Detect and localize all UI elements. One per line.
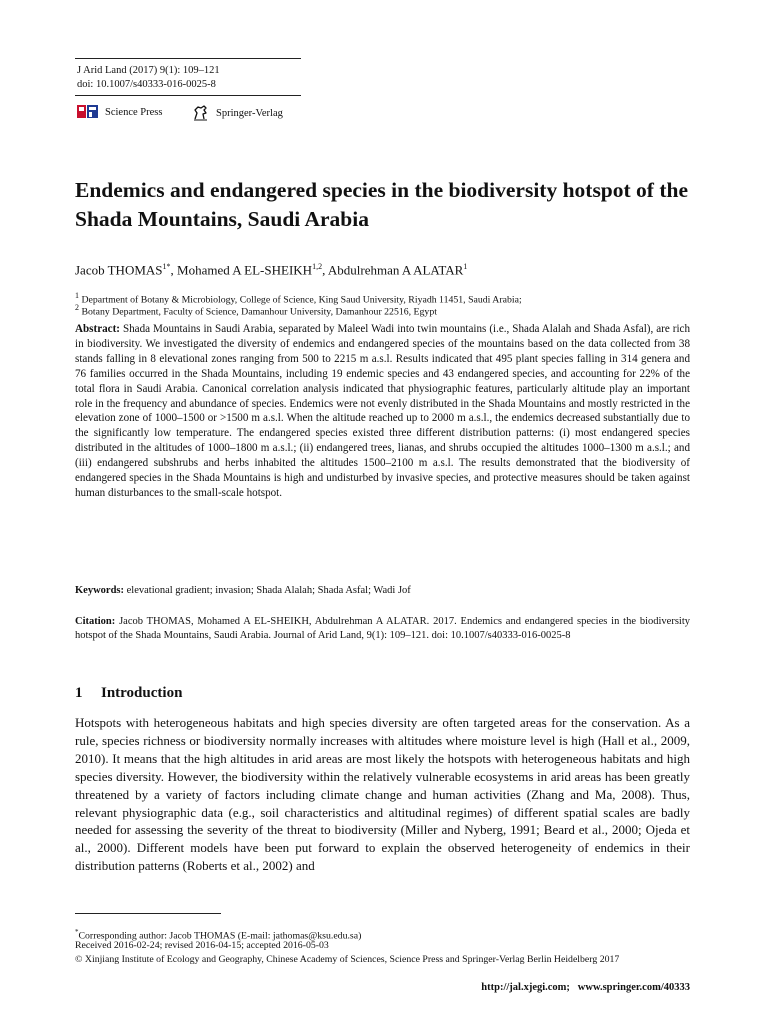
journal-reference: J Arid Land (2017) 9(1): 109–121 xyxy=(77,65,220,76)
publisher-science-press xyxy=(77,104,162,120)
author-1: Jacob THOMAS xyxy=(75,262,163,278)
springer-horse-logo-icon xyxy=(192,104,210,122)
author-1-affiliation-marker: 1* xyxy=(162,262,171,271)
author-separator: , xyxy=(322,262,328,278)
citation xyxy=(75,615,690,643)
author-2: Mohamed A EL-SHEIKH xyxy=(177,262,313,278)
introduction-paragraph: Hotspots with heterogeneous habitats and high species diversity are often targeted areas for the conservation. As a rule, species richness or biodiversity normally increases with altitudes where moisture level is high (Hall et al., 2009, 2010). It means that the high altitudes in arid areas are most likely the hotspots with heterogeneous habitats and high species diversity. However, the biodiversity within the relatively vulnerable ecosystems in arid areas has been greatly threatened by a variety of factors including climate change and human activities (Zhang and Ma, 2008). Thus, relevant physiographic data (e.g., soil characteristics and altitudinal regimes) of different spatial scales are badly needed for assessing the severity of the threat to biodiversity (Miller and Nyberg, 1991; Beard et al., 2000; Ojeda et al., 2000). Different models have been put forward to explain the observed heterogeneity of endemics in their distribution patterns (Roberts et al., 2002) and xyxy=(75,715,690,874)
publisher-springer-label: Springer-Verlag xyxy=(216,107,283,119)
section-number: 1 xyxy=(75,685,83,701)
abstract-label: Abstract: xyxy=(75,323,120,335)
author-3-affiliation-marker: 1 xyxy=(463,262,468,271)
header-top-rule xyxy=(75,58,301,59)
doi-line: doi: 10.1007/s40333-016-0025-8 xyxy=(77,79,216,90)
footnote-marker: * xyxy=(75,928,79,936)
citation-text: Jacob THOMAS, Mohamed A EL-SHEIKH, Abdulrehman A ALATAR. 2017. Endemics and endangered species in the biodiversity hotspot of the Shada Mountains, Saudi Arabia. Journal of Arid Land, 9(1): 109–121. doi: 10.1007/s40333-016-0025-8 xyxy=(75,616,690,641)
author-separator: , xyxy=(170,262,178,278)
author-list xyxy=(75,262,467,278)
keywords xyxy=(75,585,690,596)
author-3: Abdulrehman A ALATAR xyxy=(327,262,464,278)
journal-urls: http://jal.xjegi.com; www.springer.com/40333 xyxy=(481,982,690,993)
affiliation-1-text: Department of Botany & Microbiology, College of Science, King Saud University, Riyadh 11451, Saudi Arabia; xyxy=(79,294,522,306)
affiliation-1-marker: 1 xyxy=(75,291,79,300)
abstract-text: Shada Mountains in Saudi Arabia, separated by Maleel Wadi into twin mountains (i.e., Shada Alalah and Shada Asfal), are rich in biodiversity. We investigated the diversity of endemics and endangered species of the mountains based on the data collected from 38 stands falling in 8 elevational zones ranging from 500 to 2215 m a.s.l. Results indicated that 495 plant species falling in 314 genera and 76 families occurred in the Shada Mountains, including 19 endemic species and 43 endangered species, and accounting for 22% of the total flora in Saudi Arabia. Canonical correlation analysis indicated that physiographic features, particularly altitude play an important role in the frequency and abundance of species. Endemics were not evenly distributed in the Shada Mountains and mostly restricted in the elevation zone of 1000–1500 or >1500 m a.s.l. When the altitude reached up to 2000 m a.s.l., the endemics decreased substantially due to the significantly low temperature. The endangered species existed three different distribution patterns: (i) most endangered species distributed in the altitudes of 1000–1800 m a.s.l.; (ii) endangered trees, lianas, and shrubs occupied the altitudes 1000–1300 m a.s.l.; and (iii) endangered subshrubs and herbs inhabited the altitudes 1500–2100 m a.s.l. The results demonstrated that the biodiversity of endangered species in the Shada Mountains is high and undisturbed by invasive species, and protective measures should be taken against human disturbances to the small-scale hotspot. xyxy=(75,323,690,499)
citation-label: Citation: xyxy=(75,616,116,627)
section-heading-introduction xyxy=(75,685,182,702)
paper-title: Endemics and endangered species in the biodiversity hotspot of the Shada Mountains, Saudi Arabia xyxy=(75,178,688,231)
received-dates: Received 2016-02-24; revised 2016-04-15; accepted 2016-05-03 xyxy=(75,940,329,951)
keywords-text: elevational gradient; invasion; Shada Alalah; Shada Asfal; Wadi Jof xyxy=(124,585,411,596)
corresponding-author-text: Corresponding author: Jacob THOMAS (E-mail: jathomas@ksu.edu.sa) xyxy=(78,930,362,942)
publisher-springer xyxy=(192,104,283,122)
keywords-label: Keywords: xyxy=(75,585,124,596)
section-title: Introduction xyxy=(101,685,183,701)
footnote-rule xyxy=(75,913,221,914)
affiliation-2-text: Botany Department, Faculty of Science, Damanhour University, Damanhour 22516, Egypt xyxy=(79,306,437,318)
science-press-logo-icon xyxy=(77,104,99,120)
affiliation-2 xyxy=(75,302,695,318)
publisher-science-press-label: Science Press xyxy=(105,106,163,118)
affiliation-2-marker: 2 xyxy=(75,303,79,312)
header-bottom-rule xyxy=(75,95,301,96)
abstract xyxy=(75,322,690,501)
copyright-notice: © Xinjiang Institute of Ecology and Geography, Chinese Academy of Sciences, Science Press and Springer-Verlag Berlin Heidelberg 2017 xyxy=(75,954,620,965)
author-2-affiliation-marker: 1,2 xyxy=(312,262,323,271)
